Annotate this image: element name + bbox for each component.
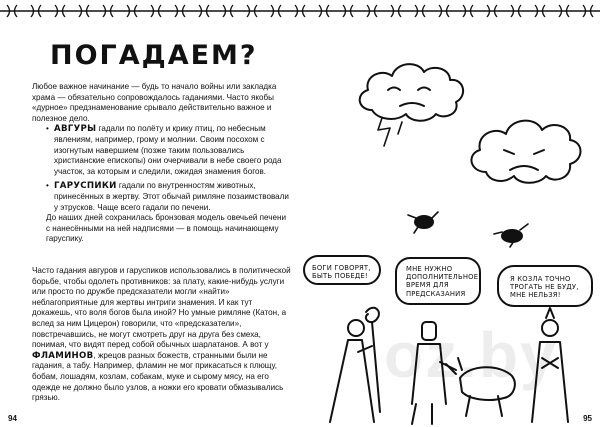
page-number-left: 94 bbox=[8, 414, 17, 423]
speech-text-haruspex bbox=[406, 265, 478, 298]
politics-text-block bbox=[32, 266, 292, 404]
laurel-ornament-border bbox=[0, 0, 600, 22]
black-bird-icon bbox=[408, 212, 438, 233]
speech-line: ПРЕДСКАЗАНИЯ bbox=[406, 289, 466, 298]
angry-cloud-icon bbox=[471, 121, 580, 183]
left-page bbox=[0, 22, 300, 427]
term-flamens: ФЛАМИНОВ bbox=[32, 350, 94, 361]
bullet-haruspices: • ГАРУСПИКИ гадали по внутренностям животных, принесённых в жертву. Этот обычай римляне позаимствовали у этрусков. Чаще всего гадали по печени. bbox=[46, 181, 289, 212]
haruspices-description: гадали по внутренностям животных, принесённых в жертву. Этот обычай римляне позаимствовали у этрусков. Чаще всего гадали по печени. bbox=[54, 181, 289, 212]
speech-text-augur bbox=[312, 264, 371, 280]
speech-line: БЫТЬ ПОБЕДЕ! bbox=[312, 272, 368, 281]
bullet-augurs: • АВГУРЫ гадали по полёту и крику птиц, по небесным явлениям, например, грому и молнии. Своим посохом с изогнутым навершием (позже таким пользовались христианские епископы) они очерчивали в небе своего рода участок, за которым и следили, ожидая знамения богов. bbox=[46, 124, 282, 176]
right-page bbox=[300, 22, 600, 427]
speech-line: ВРЕМЯ ДЛЯ bbox=[406, 281, 449, 290]
term-haruspices: ГАРУСПИКИ bbox=[54, 181, 117, 192]
speech-text-flamen bbox=[510, 275, 579, 300]
haruspices-extra: До наших дней сохранилась бронзовая модель овечьей печени с нанесёнными на ней надписями — в помощь начинающему гаруспику. bbox=[46, 213, 286, 244]
page-title: ПОГАДАЕМ? bbox=[50, 40, 258, 71]
augur-figure-icon bbox=[330, 308, 380, 422]
black-bird-icon bbox=[494, 224, 528, 247]
angry-cloud-icon bbox=[360, 64, 463, 146]
speech-line: БОГИ ГОВОРЯТ, bbox=[312, 264, 371, 272]
politics-paragraph bbox=[32, 266, 292, 404]
page-number-right: 95 bbox=[583, 414, 592, 423]
speech-line: ТРОГАТЬ НЕ БУДУ, bbox=[510, 283, 579, 292]
term-augurs: АВГУРЫ bbox=[54, 124, 97, 135]
intro-paragraph: Любое важное начинание — будь то начало войны или закладка храма — обязательно сопровождалось гаданиями. Часто якобы «дурное» предзнаменование срывало действительно важное и полезное дело. bbox=[32, 82, 277, 123]
speech-line: МНЕ НУЖНО bbox=[406, 265, 453, 273]
politics-text-a: Часто гадания авгуров и гаруспиков использовались в политической борьбе, чтобы одолеть противников: за плату, какие-нибудь услуги или просто по дружбе предсказатели могли «найти» неблагоприятные для жертвы интриги знамения. И как тут докажешь, что воля богов была иной? Но умные римляне (Катон, а вслед за ним Цицерон) говорили, что «предсказатели», повстречавшись, не могут смотреть друг на друга без смеха, понимая, что видят перед собой обычных шарлатанов. А вот у bbox=[32, 266, 291, 350]
intro-text-block bbox=[32, 82, 292, 245]
speech-line: МНЕ НЕЛЬЗЯ! bbox=[510, 291, 561, 300]
politics-text-b: , жрецов разных божеств, странными были не гадания, а табу. Например, фламин не мог прикасаться к плющу, бобам, лошадям, козлам, собакам, муке и сырому мясу, на его одежде не должно было узлов, а ножки его кровати обмазывались грязью. bbox=[32, 350, 284, 403]
augurs-description: гадали по полёту и крику птиц, по небесным явлениям, например, грому и молнии. Своим посохом с изогнутым навершием (позже таким пользовались христианские епископы) они очерчивали в небе своего рода участок, за которым и следили, ожидая знамения богов. bbox=[54, 124, 282, 176]
speech-line: Я КОЗЛА ТОЧНО bbox=[510, 275, 571, 283]
watermark: oz.by bbox=[384, 319, 558, 391]
speech-line: ДОПОЛНИТЕЛЬНОЕ bbox=[406, 273, 479, 282]
